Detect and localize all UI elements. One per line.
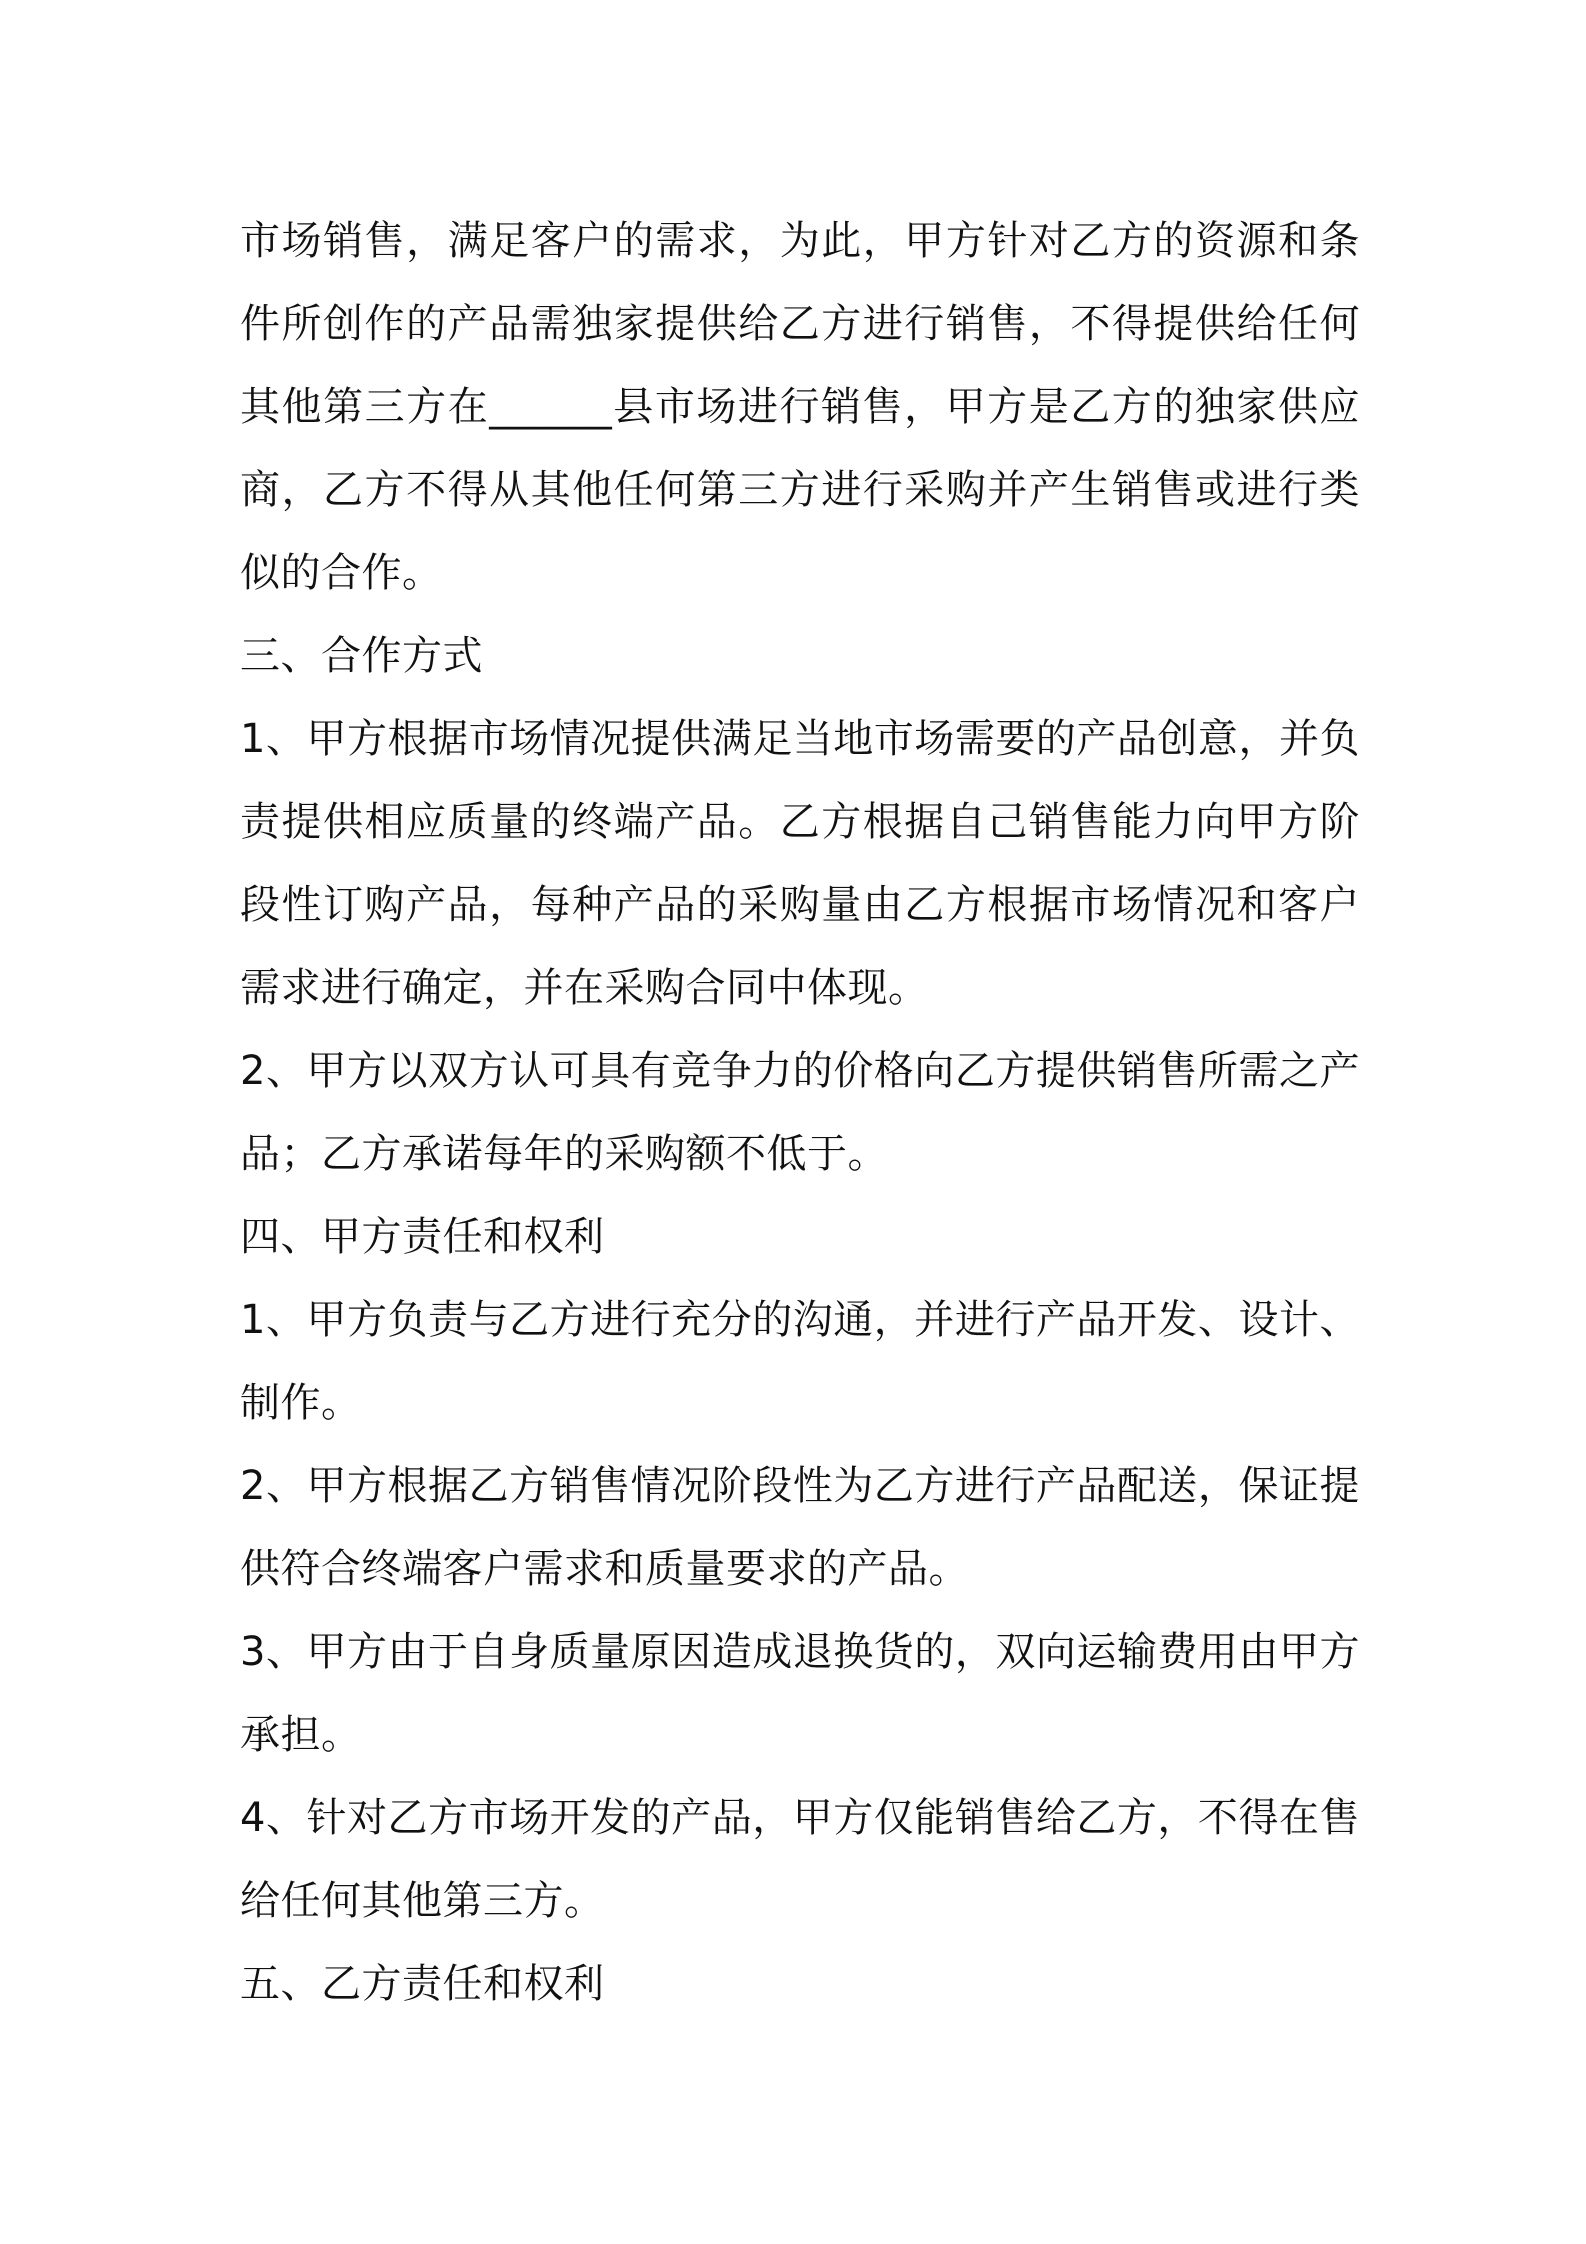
section-3-item-1: 1、甲方根据市场情况提供满足当地市场需要的产品创意，并负责提供相应质量的终端产品。乙方根据自己销售能力向甲方阶段性订购产品，每种产品的采购量由乙方根据市场情况和客户需求进行确定，并在采购合同中体现。 [240, 716, 1360, 1011]
section-4-item-4: 4、针对乙方市场开发的产品，甲方仅能销售给乙方，不得在售给任何其他第三方。 [240, 1795, 1360, 1924]
section-4-heading: 四、甲方责任和权利 [240, 1214, 605, 1260]
section-5-heading: 五、乙方责任和权利 [240, 1961, 605, 2007]
section-4-item-3: 3、甲方由于自身质量原因造成退换货的，双向运输费用由甲方承担。 [240, 1629, 1360, 1758]
section-3-heading: 三、合作方式 [240, 633, 483, 679]
section-4-item-1: 1、甲方负责与乙方进行充分的沟通，并进行产品开发、设计、制作。 [240, 1297, 1360, 1426]
section-4-item-2: 2、甲方根据乙方销售情况阶段性为乙方进行产品配送，保证提供符合终端客户需求和质量要求的产品。 [240, 1463, 1360, 1592]
section-3-item-2: 2、甲方以双方认可具有竞争力的价格向乙方提供销售所需之产品；乙方承诺每年的采购额不低于。 [240, 1048, 1360, 1177]
exclusivity-clause-continued: 市场销售，满足客户的需求，为此，甲方针对乙方的资源和条件所创作的产品需独家提供给乙方进行销售，不得提供给任何其他第三方在______县市场进行销售，甲方是乙方的独家供应商，乙方不得从其他任何第三方进行采购并产生销售或进行类似的合作。 [240, 218, 1360, 596]
document-body [240, 200, 1360, 2026]
